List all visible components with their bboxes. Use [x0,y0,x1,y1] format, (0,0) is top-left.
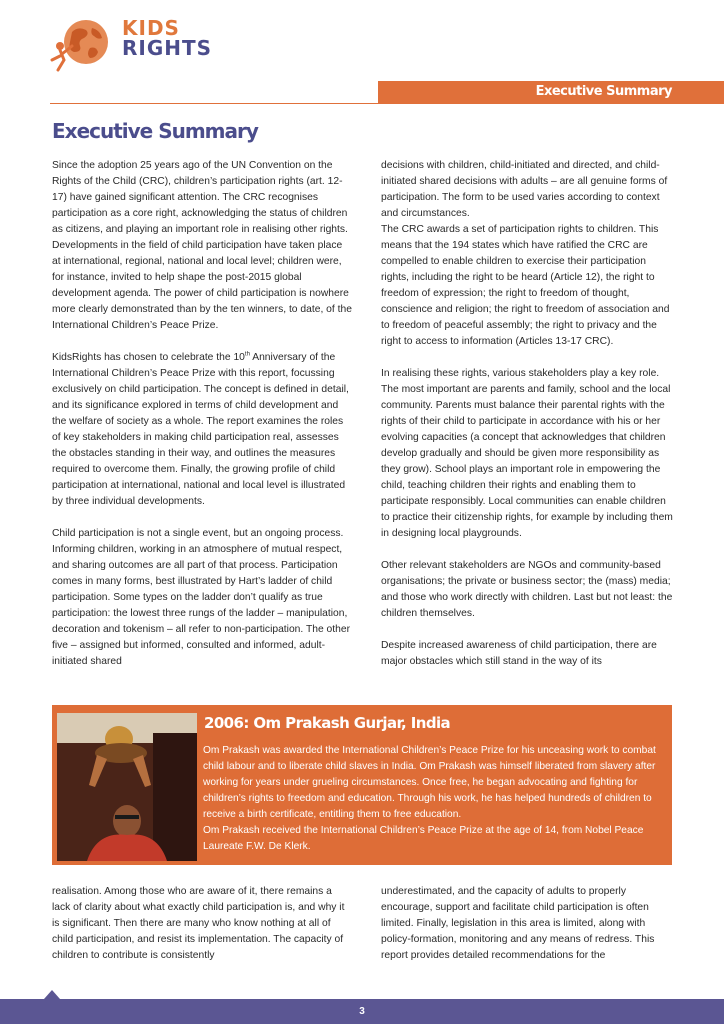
page-number: 3 [359,1006,365,1017]
paragraph: In realising these rights, various stakeholders play a key role. The most important are parents and family, school and the local community. Parents must balance their parental rights with the rights of their child to participate in accordance with his or her evolving capacities (a concept that acknowledges that children develop gradually and should be given more responsibility as they grow). School plays an important role in empowering the child, teaching children their rights and enabling them to participate responsibly. Local communities can enable children to practice their citizenship rights, for example by including them in designing local playgrounds. [381,368,673,539]
feature-paragraph: Om Prakash was awarded the International Children’s Peace Prize for his unceasing work to combat child labour and to liberate child slaves in India. Om Prakash was himself liberated from slavery after working for years under grueling circumstances. Once free, he began advocating and fighting for children’s rights to freedom and education. Through his work, he has helped hundreds of children to receive a birth certificate, entitling them to free education. [203,745,656,820]
kidsrights-logo [50,14,220,74]
paragraph: realisation. Among those who are aware of it, there remains a lack of clarity about what exactly child participation is, and why it is significant. Then there are many who know nothing at all of child participation, and resist its implementation. The capacity of children to contribute is consistently [52,886,345,961]
laureate-photo-illustration [57,713,197,861]
right-column [381,158,673,670]
globe-logo-icon [50,16,114,72]
section-header-label: Executive Summary [535,84,672,99]
logo-wordmark [122,18,212,58]
page-title: Executive Summary [52,119,258,143]
feature-body [203,743,667,855]
logo-text-kids: KIDS [122,16,180,40]
feature-paragraph: Om Prakash received the International Children’s Peace Prize at the age of 14, from Nobel Peace Laureate F.W. De Klerk. [203,825,644,852]
paragraph: The CRC awards a set of participation rights to children. This means that the 194 states which have ratified the CRC are compelled to enable children to exercise their participation rights, including the right to be heard (Article 12), the right to freedom of expression; the right to freedom of thought, conscience and religion; the right to freedom of association and to freedom of peaceful assembly; the right to privacy and the right to access to information (Articles 13-17 CRC). [381,224,670,347]
paragraph: Since the adoption 25 years ago of the UN Convention on the Rights of the Child (CRC), children’s participation rights (art. 12-17) have gained significant attention. The CRC recognises participation as a core right, acknowledging the status of children as citizens, and playing an important role in realising other rights. Developments in the field of child participation have taken place at international, regional, national and local level; children were, for instance, invited to help shape the post-2015 global development agenda. The power of child participation is nowhere more clearly demonstrated than by the ten winners, to date, of the International Children’s Peace Prize. [52,160,352,331]
paragraph: Child participation is not a single event, but an ongoing process. Informing children, working in an atmosphere of mutual respect, and sharing outcomes are all part of that process. Participation comes in many forms, best illustrated by Hart’s ladder of child participation. Some types on the ladder don’t qualify as true participation: the lowest three rungs of the ladder – manipulation, decoration and tokenism – all refer to non-participation. The other five – assigned but informed, consulted and informed, adult-initiated shared [52,528,351,667]
bottom-left-column [52,884,352,964]
laureate-photo [57,713,197,861]
feature-title: 2006: Om Prakash Gurjar, India [204,714,451,732]
laureate-feature-box [52,705,672,865]
header-divider [50,103,724,104]
footer-tab [44,990,60,999]
paragraph: Despite increased awareness of child participation, there are major obstacles which still stand in the way of its [381,640,657,667]
bottom-right-column [381,884,673,964]
left-column [52,158,352,670]
paragraph: Other relevant stakeholders are NGOs and community-based organisations; the private or business sector; the (mass) media; and those who work directly with children. Last but not least: the children themselves. [381,560,673,619]
section-header-bar [378,81,724,103]
paragraph: KidsRights has chosen to celebrate the 10th Anniversary of the International Children’s Peace Prize with this report, focussing exclusively on child participation. The concept is defined in detail, and its significance explored in terms of child development and the welfare of society as a whole. The report examines the roles of key stakeholders in making child participation real, assesses the obstacles standing in their way, and outlines the measures required to overcome them. Finally, the growing profile of child participation at international, national and local level is illustrated by three individual developments. [52,351,349,507]
paragraph: decisions with children, child-initiated and directed, and child-initiated shared decisions with adults – are all genuine forms of participation. The form to be used varies according to context and circumstances. [381,160,668,219]
paragraph: underestimated, and the capacity of adults to properly encourage, support and facilitate child participation is often limited. Finally, legislation in this area is limited, along with policy-formation, monitoring and any means of redress. This report provides detailed recommendations for the [381,886,655,961]
logo-text-rights: RIGHTS [122,36,213,60]
